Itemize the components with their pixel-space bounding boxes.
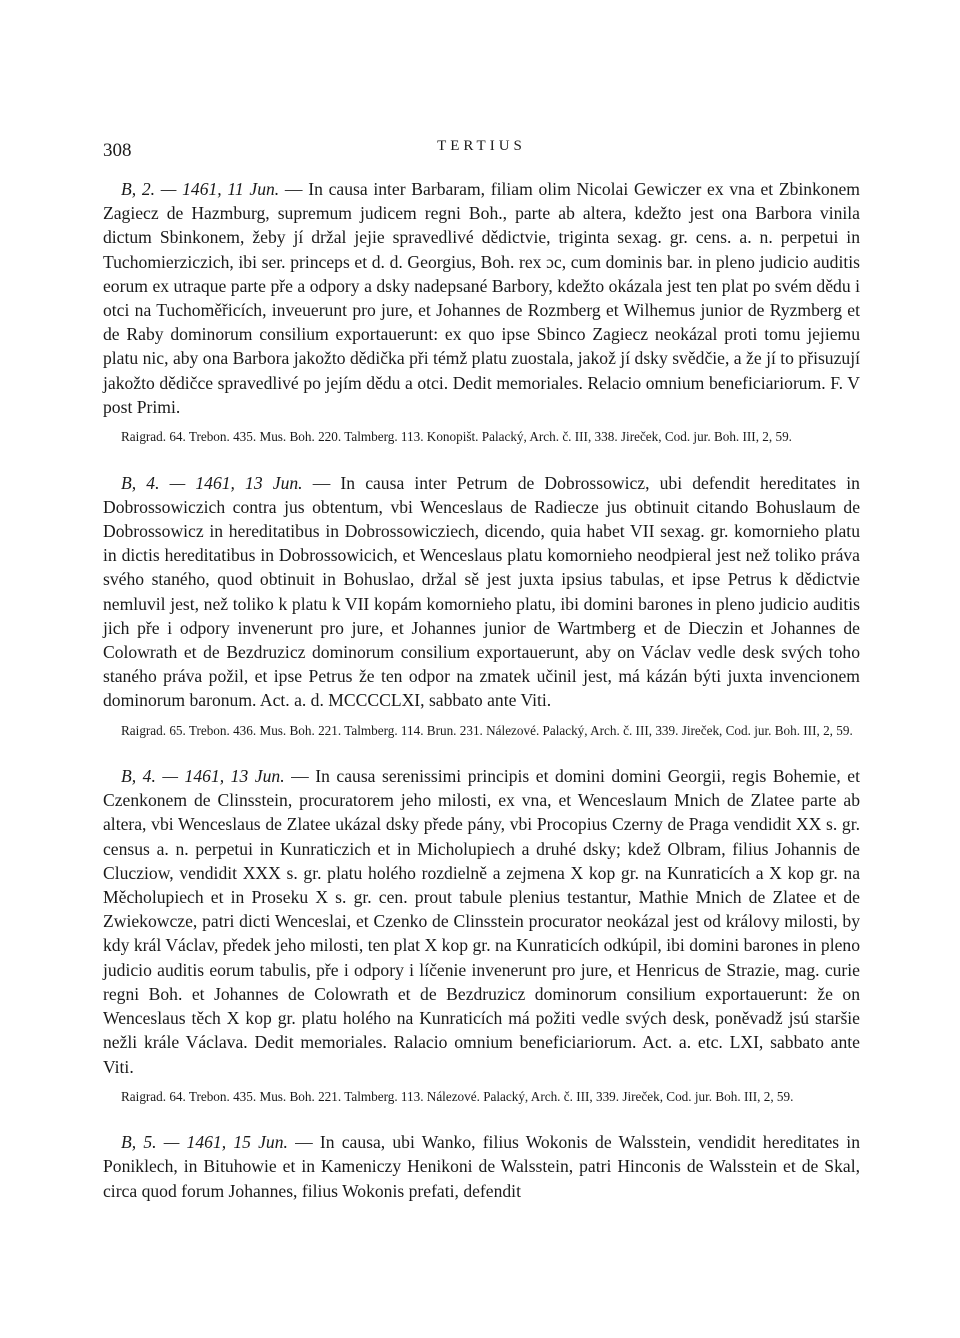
entry-date: B, 4. — 1461, 13 Jun.	[121, 472, 303, 493]
entry-text: — In causa, ubi Wanko, filius Wokonis de Walsstein, vendidit hereditates in Poniklech, in Bituhowie et in Kameniczy Henikoni de Walsstein, patri Hinconis de Walsstein et de Skal, circa quod forum Johannes, filius Wokonis prefati, defendit	[103, 1132, 860, 1201]
page-number: 308	[103, 140, 132, 161]
source-references: Raigrad. 64. Trebon. 435. Mus. Boh. 220. Talmberg. 113. Konopišt. Palacký, Arch. č. III, 338. Jireček, Cod. jur. Boh. III, 2, 59.	[121, 429, 792, 445]
source-references: Raigrad. 64. Trebon. 435. Mus. Boh. 221. Talmberg. 113. Nálezové. Palacký, Arch. č. III, 339. Jireček, Cod. jur. Boh. III, 2, 59.	[121, 1088, 794, 1104]
entry-date: B, 4. — 1461, 13 Jun.	[121, 766, 285, 787]
entry-date: B, 2. — 1461, 11 Jun.	[121, 179, 280, 199]
entry-text: — In causa inter Petrum de Dobrossowicz, ubi defendit hereditates in Dobrossowiczich contra jus obtentum, vbi Wenceslaus de Radiecze jus obtinuit citando Bohuslaum de Dobrossowicz in hereditatibus in Dobrossowicziech, dicendo, quia habet VII sexag. gr. komornieho platu in dictis hereditatibus in Dobrossowicich, et Wenceslaus platu komornieho neodpieral jest než toliko práva svého staného, quod obtinuit in Bohuslao, držal sě jest juxta ipsius tabulas, et ipse Petrus k dědictvie nemluvil jest, než toliko k platu k VII kopám komornieho platu, ibi domini barones in pleno judicio auditis jich pře i odpory invenerunt pro jure, et Johannes junior de Wartmberg et de Dieczin et Johannes de Colowrath et de Bezdruzicz dominorum consilium exportauerunt, aby on Václav vedle desk svých toho staného práva požil, et ipse Petrus že ten odpor na zmatek učinil jest, má kázán býti juxta invencionem dominorum baronum. Act. a. d. MCCCCLXI, sabbato ante Viti.	[103, 472, 860, 711]
entry	[103, 764, 860, 1106]
entry-paragraph	[103, 1130, 860, 1203]
page-body	[103, 177, 860, 1203]
entry-text: — In causa serenissimi principis et domini domini Georgii, regis Bohemie, et Czenkonem de Clinsstein, procuratorem jeho milosti, ex vna, et Wenceslaum Mnich de Zlatee parte ab altera, vbi Wenceslaus de Zlatee ukázal dsky přede pány, vbi Procopius Czerny de Praga vendidit XX s. gr. census a. n. perpetui in Kunraticzich et in Micholupiech a druhé dsky; kdež Olbram, filius Johannis de Clucziow, vendidit XXX s. gr. platu holého rozdielně a zejmena X kop gr. na Kunraticích a X kop gr. na Měcholupiech et in Proseku X s. gr. cen. prout tabule plenius testantur, Mathie Mnich de Zlatee et de Zwiekowcze, patri dicti Wenceslai, et Czenko de Clinsstein procurator neokázal jest od královy milosti, by kdy král Václav, předek jeho milosti, ten plat X kop gr. na Kunraticích odkúpil, ibi domini barones in pleno judicio auditis eorum tabulis, pře i odpory i líčenie invenerunt pro jure, et Henricus de Strazie, mag. curie regni Boh. et Johannes de Colowrath et de Bezdruzicz dominorum consilium exportauerunt: že on Wenceslaus těch X kop gr. platu holého na Kunraticích má požiti vedle svých desk, poněvadž jsú staršie nežli krále Václava. Dedit memoriales. Ralacio omnium beneficiariorum. Act. a. etc. LXI, sabbato ante Viti.	[103, 766, 860, 1077]
entry-text: — In causa inter Barbaram, filiam olim Nicolai Gewiczer ex vna et Zbinkonem Zagiecz de Hazmburg, supremum judicem regni Boh., parte ab altera, kdežto jest ona Barbora vinila dictum Sbinkonem, žeby jí držal jejie spravedlivé dědictvie, triginta sexag. gr. cens. a. n. perpetui in Tuchomierziczich, ibi ser. princeps et d. d. Georgius, Boh. rex ɔc, cum dominis bar. in pleno judicio auditis eorum ex utraque parte pře a odpory a dsky nadepsané Barbory, kdežto okázala jest ten plat po svém dědu i otci na Tuchoměřicích, inveuerunt pro jure, et Johannes de Rozmberg et Wilhemus junior de Ryzmberg et de Raby dominorum consilium exportauerunt: ex quo ipse Sbinco Zagiecz neokázal proti tomu jejiemu platu nic, aby ona Barbora jakožto dědička při témž platu zuostala, jakož jí dsky svědčie, a že jí to přisuzují jakožto dědičce spravedlivé po jejím dědu a otci. Dedit memoriales. Relacio omnium beneficiariorum. F. V post Primi.	[103, 179, 860, 417]
page-header	[103, 138, 860, 162]
entry	[103, 471, 860, 741]
entry-spacer	[103, 740, 860, 764]
entry-spacer	[103, 1106, 860, 1130]
entry	[103, 177, 860, 447]
entry-paragraph	[103, 764, 860, 1079]
running-title: TERTIUS	[437, 138, 526, 154]
entry-date: B, 5. — 1461, 15 Jun.	[121, 1132, 288, 1153]
entry-paragraph	[103, 177, 860, 419]
entry-spacer	[103, 447, 860, 471]
entry	[103, 1130, 860, 1203]
source-references: Raigrad. 65. Trebon. 436. Mus. Boh. 221. Talmberg. 114. Brun. 231. Nálezové. Palacký, Arch. č. III, 339. Jireček, Cod. jur. Boh. III, 2, 59.	[121, 722, 853, 738]
entry-paragraph	[103, 471, 860, 713]
